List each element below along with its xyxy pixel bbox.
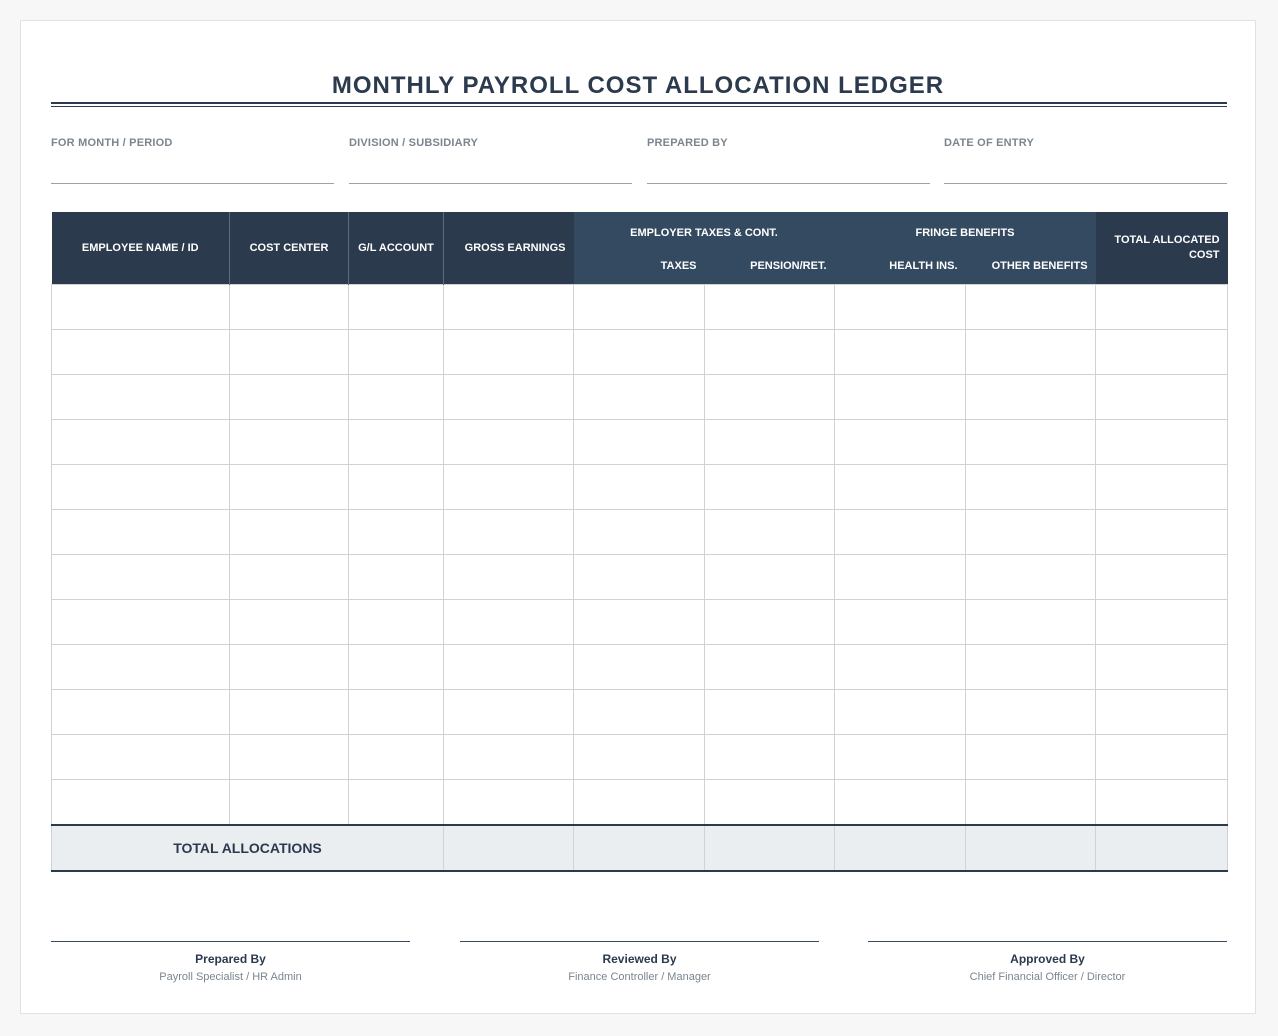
table-row (52, 284, 1228, 329)
cost-center-cell[interactable] (230, 284, 349, 329)
health-cell[interactable] (835, 419, 966, 464)
total-allocations-label: TOTAL ALLOCATIONS (52, 825, 444, 871)
cost-center-cell[interactable] (230, 644, 349, 689)
ledger-table (51, 212, 1228, 872)
total-taxes-cell[interactable] (574, 825, 705, 871)
other-benefits-cell[interactable] (966, 779, 1096, 825)
taxes-cell[interactable] (574, 734, 705, 779)
total-cell[interactable] (1096, 284, 1228, 329)
gl-account-cell[interactable] (349, 644, 444, 689)
signature-prepared-role: Payroll Specialist / HR Admin (159, 971, 302, 983)
header-cost-center: COST CENTER (230, 212, 349, 284)
employee-cell[interactable] (52, 509, 230, 554)
other-benefits-cell[interactable] (966, 419, 1096, 464)
employee-cell[interactable] (52, 779, 230, 825)
health-cell[interactable] (835, 689, 966, 734)
gl-account-cell[interactable] (349, 464, 444, 509)
cost-center-cell[interactable] (230, 509, 349, 554)
prepared-by-field[interactable] (647, 137, 930, 184)
other-benefits-cell[interactable] (966, 644, 1096, 689)
pension-cell[interactable] (705, 599, 835, 644)
health-cell[interactable] (835, 779, 966, 825)
employee-cell[interactable] (52, 464, 230, 509)
cost-center-cell[interactable] (230, 329, 349, 374)
pension-cell[interactable] (705, 509, 835, 554)
total-cell[interactable] (1096, 554, 1228, 599)
other-benefits-cell[interactable] (966, 734, 1096, 779)
signature-prepared-title: Prepared By (195, 952, 266, 966)
employee-cell[interactable] (52, 374, 230, 419)
other-benefits-cell[interactable] (966, 509, 1096, 554)
prepared-by-label: PREPARED BY (647, 137, 728, 149)
total-cell[interactable] (1096, 464, 1228, 509)
taxes-cell[interactable] (574, 329, 705, 374)
signature-prepared-by[interactable] (51, 941, 410, 983)
table-row (52, 689, 1228, 734)
pension-cell[interactable] (705, 734, 835, 779)
pension-cell[interactable] (705, 689, 835, 734)
cost-center-cell[interactable] (230, 689, 349, 734)
employee-cell[interactable] (52, 644, 230, 689)
health-cell[interactable] (835, 599, 966, 644)
employee-cell[interactable] (52, 689, 230, 734)
pension-cell[interactable] (705, 779, 835, 825)
taxes-cell[interactable] (574, 464, 705, 509)
table-row (52, 644, 1228, 689)
other-benefits-cell[interactable] (966, 374, 1096, 419)
header-total-allocated: TOTAL ALLOCATED COST (1096, 212, 1228, 284)
gross-cell[interactable] (444, 554, 574, 599)
total-allocated-cell[interactable] (1096, 825, 1228, 871)
header-health-ins: HEALTH INS. (835, 248, 966, 284)
health-cell[interactable] (835, 464, 966, 509)
taxes-cell[interactable] (574, 599, 705, 644)
taxes-cell[interactable] (574, 284, 705, 329)
signature-approved-role: Chief Financial Officer / Director (969, 971, 1126, 983)
signature-reviewed-title: Reviewed By (602, 952, 677, 966)
total-health-cell[interactable] (835, 825, 966, 871)
other-benefits-cell[interactable] (966, 329, 1096, 374)
ledger-sheet (20, 20, 1256, 1014)
gross-cell[interactable] (444, 419, 574, 464)
gl-account-cell[interactable] (349, 419, 444, 464)
total-row (52, 825, 1228, 871)
division-label: DIVISION / SUBSIDIARY (349, 137, 479, 149)
other-benefits-cell[interactable] (966, 599, 1096, 644)
taxes-cell[interactable] (574, 644, 705, 689)
pension-cell[interactable] (705, 374, 835, 419)
total-cell[interactable] (1096, 779, 1228, 825)
other-benefits-cell[interactable] (966, 464, 1096, 509)
pension-cell[interactable] (705, 329, 835, 374)
health-cell[interactable] (835, 284, 966, 329)
total-cell[interactable] (1096, 509, 1228, 554)
cost-center-cell[interactable] (230, 734, 349, 779)
taxes-cell[interactable] (574, 689, 705, 734)
gross-cell[interactable] (444, 329, 574, 374)
pension-cell[interactable] (705, 419, 835, 464)
gross-cell[interactable] (444, 779, 574, 825)
date-of-entry-label: DATE OF ENTRY (944, 137, 1034, 149)
health-cell[interactable] (835, 644, 966, 689)
total-cell[interactable] (1096, 419, 1228, 464)
health-cell[interactable] (835, 329, 966, 374)
period-label: FOR MONTH / PERIOD (51, 137, 173, 149)
gl-account-cell[interactable] (349, 284, 444, 329)
header-employee: EMPLOYEE NAME / ID (52, 212, 230, 284)
table-row (52, 374, 1228, 419)
gross-cell[interactable] (444, 689, 574, 734)
gl-account-cell[interactable] (349, 554, 444, 599)
pension-cell[interactable] (705, 644, 835, 689)
table-row (52, 554, 1228, 599)
header-fringe-benefits-group: FRINGE BENEFITS (835, 212, 1096, 248)
health-cell[interactable] (835, 734, 966, 779)
health-cell[interactable] (835, 554, 966, 599)
gl-account-cell[interactable] (349, 374, 444, 419)
employee-cell[interactable] (52, 329, 230, 374)
taxes-cell[interactable] (574, 374, 705, 419)
health-cell[interactable] (835, 509, 966, 554)
gl-account-cell[interactable] (349, 734, 444, 779)
pension-cell[interactable] (705, 464, 835, 509)
employee-cell[interactable] (52, 284, 230, 329)
table-row (52, 734, 1228, 779)
table-row (52, 464, 1228, 509)
gross-cell[interactable] (444, 464, 574, 509)
table-row (52, 599, 1228, 644)
table-row (52, 509, 1228, 554)
taxes-cell[interactable] (574, 779, 705, 825)
gl-account-cell[interactable] (349, 509, 444, 554)
gl-account-cell[interactable] (349, 779, 444, 825)
table-row (52, 329, 1228, 374)
total-gross-cell[interactable] (444, 825, 574, 871)
gross-cell[interactable] (444, 509, 574, 554)
taxes-cell[interactable] (574, 419, 705, 464)
gl-account-cell[interactable] (349, 329, 444, 374)
total-pension-cell[interactable] (705, 825, 835, 871)
total-cell[interactable] (1096, 734, 1228, 779)
other-benefits-cell[interactable] (966, 689, 1096, 734)
title-divider (51, 102, 1227, 107)
header-gl-account: G/L ACCOUNT (349, 212, 444, 284)
employee-cell[interactable] (52, 734, 230, 779)
total-cell[interactable] (1096, 599, 1228, 644)
taxes-cell[interactable] (574, 509, 705, 554)
signature-reviewed-role: Finance Controller / Manager (568, 971, 711, 983)
taxes-cell[interactable] (574, 554, 705, 599)
total-cell[interactable] (1096, 374, 1228, 419)
signature-approved-by[interactable] (868, 941, 1227, 983)
table-row (52, 419, 1228, 464)
header-pension: PENSION/RET. (705, 248, 835, 284)
header-taxes: TAXES (574, 248, 705, 284)
health-cell[interactable] (835, 374, 966, 419)
gl-account-cell[interactable] (349, 689, 444, 734)
gl-account-cell[interactable] (349, 599, 444, 644)
period-field[interactable] (51, 137, 334, 184)
cost-center-cell[interactable] (230, 374, 349, 419)
employee-cell[interactable] (52, 419, 230, 464)
page-title: MONTHLY PAYROLL COST ALLOCATION LEDGER (331, 72, 945, 99)
employee-cell[interactable] (52, 599, 230, 644)
gross-cell[interactable] (444, 599, 574, 644)
gross-cell[interactable] (444, 284, 574, 329)
signature-reviewed-by[interactable] (460, 941, 819, 983)
other-benefits-cell[interactable] (966, 284, 1096, 329)
cost-center-cell[interactable] (230, 554, 349, 599)
ledger-body (52, 284, 1228, 871)
header-employer-taxes-group: EMPLOYER TAXES & CONT. (574, 212, 835, 248)
signature-approved-title: Approved By (1010, 952, 1085, 966)
table-row (52, 779, 1228, 825)
division-field[interactable] (349, 137, 632, 184)
gross-cell[interactable] (444, 374, 574, 419)
total-other-benefits-cell[interactable] (966, 825, 1096, 871)
cost-center-cell[interactable] (230, 599, 349, 644)
cost-center-cell[interactable] (230, 464, 349, 509)
header-gross-earnings: GROSS EARNINGS (444, 212, 574, 284)
header-other-benefits: OTHER BENEFITS (966, 248, 1096, 284)
other-benefits-cell[interactable] (966, 554, 1096, 599)
gross-cell[interactable] (444, 734, 574, 779)
gross-cell[interactable] (444, 644, 574, 689)
pension-cell[interactable] (705, 284, 835, 329)
cost-center-cell[interactable] (230, 419, 349, 464)
date-of-entry-field[interactable] (944, 137, 1227, 184)
total-cell[interactable] (1096, 689, 1228, 734)
cost-center-cell[interactable] (230, 779, 349, 825)
employee-cell[interactable] (52, 554, 230, 599)
total-cell[interactable] (1096, 329, 1228, 374)
total-cell[interactable] (1096, 644, 1228, 689)
pension-cell[interactable] (705, 554, 835, 599)
